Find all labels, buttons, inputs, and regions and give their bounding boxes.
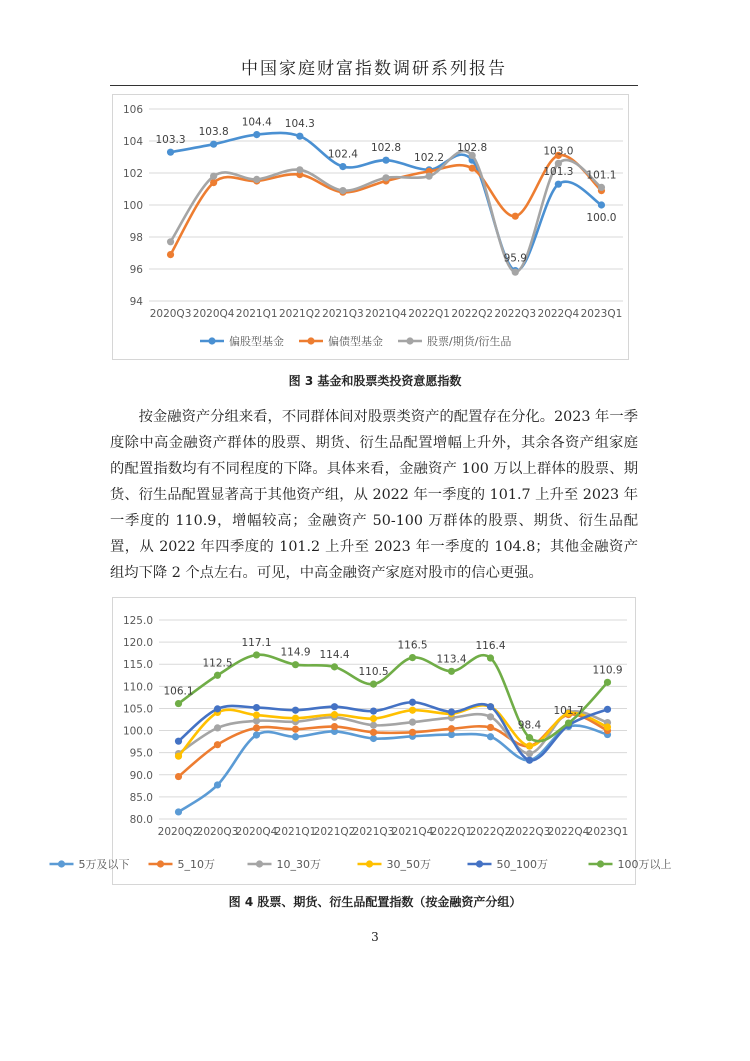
x-tick-label: 2021Q1	[274, 826, 317, 838]
data-point	[604, 723, 611, 730]
y-tick-label: 90.0	[129, 769, 153, 782]
x-tick-label: 2021Q1	[235, 308, 278, 320]
data-point	[565, 719, 572, 726]
data-point	[175, 808, 182, 815]
data-point	[487, 654, 494, 661]
data-point	[331, 663, 338, 670]
x-tick-label: 2022Q2	[469, 826, 512, 838]
data-point	[292, 726, 299, 733]
data-label: 102.8	[370, 142, 402, 155]
data-label: 101.1	[586, 169, 617, 182]
data-label: 102.4	[327, 148, 358, 161]
legend-marker	[597, 860, 604, 867]
x-tick-label: 2021Q4	[391, 826, 434, 838]
data-point	[214, 741, 221, 748]
chart-stock-allocation-by-asset-group	[78, 597, 672, 885]
data-point	[370, 681, 377, 688]
data-point	[253, 724, 260, 731]
data-point	[512, 269, 519, 276]
data-point	[370, 735, 377, 742]
data-point	[555, 181, 562, 188]
legend-marker	[157, 860, 164, 867]
y-tick-label: 110.0	[122, 681, 153, 694]
x-tick-label: 2023Q1	[580, 308, 623, 320]
legend-label: 5_10万	[177, 858, 215, 871]
data-label: 102.8	[457, 142, 488, 155]
data-label: 95.9	[503, 252, 527, 265]
legend-label: 股票/期货/衍生品	[427, 335, 512, 348]
data-label: 100.0	[586, 212, 617, 224]
y-tick-label: 102	[122, 168, 143, 180]
legend-label: 5万及以下	[78, 858, 130, 871]
data-point	[175, 738, 182, 745]
page-number: 3	[371, 930, 379, 944]
data-point	[296, 166, 303, 173]
x-tick-label: 2022Q4	[547, 826, 590, 838]
x-tick-label: 2020Q2	[157, 826, 200, 838]
legend-label: 偏股型基金	[229, 335, 284, 348]
legend-marker	[476, 860, 483, 867]
data-point	[598, 184, 605, 191]
data-point	[214, 724, 221, 731]
data-point	[370, 729, 377, 736]
x-tick-label: 2022Q1	[408, 308, 450, 320]
data-label: 104.4	[241, 116, 272, 129]
legend-label: 10_30万	[276, 858, 321, 871]
x-tick-label: 2022Q1	[430, 826, 473, 838]
data-point	[339, 163, 346, 170]
y-tick-label: 100	[122, 200, 143, 212]
paragraph-text: 按金融资产分组来看，不同群体间对股票类资产的配置存在分化。2023 年一季度除中高金融资产群体的股票、期货、衍生品配置增幅上升外，其余各资产组家庭的配置指数均有不同程度的下降。具体来看，金融资产 100 万以上群体的股票、期货、衍生品配置显著高于其他资产组，从 2022 年一季度的 101.7 上升至 2023 年一季度的 110.9，增幅较高；金融资产 50-100 万群体的股票、期货、衍生品配置，从 2022 年四季度的 101.2 上升至 2023 年一季度的 104.8；其他金融资产组均下降 2 个点左右。可见，中高金融资产家庭对股市的信心更强。	[110, 409, 638, 581]
data-label: 110.5	[358, 666, 389, 679]
x-tick-label: 2021Q4	[365, 308, 407, 320]
x-tick-label: 2022Q3	[508, 826, 551, 838]
data-label: 113.4	[436, 653, 467, 666]
chart1-svg	[113, 95, 628, 359]
figure4-caption: 图 4 股票、期货、衍生品配置指数（按金融资产分组）	[228, 895, 522, 909]
data-point	[167, 251, 174, 258]
data-label: 102.2	[414, 151, 445, 164]
data-point	[487, 724, 494, 731]
header-rule	[110, 85, 638, 86]
x-tick-label: 2021Q2	[278, 308, 321, 320]
data-point	[175, 773, 182, 780]
data-point	[487, 713, 494, 720]
y-tick-label: 104	[122, 136, 143, 148]
data-point	[214, 781, 221, 788]
legend-marker	[58, 860, 65, 867]
data-label: 103.3	[155, 134, 186, 147]
data-point	[409, 707, 416, 714]
data-label: 114.4	[319, 648, 350, 661]
report-header-title: 中国家庭财富指数调研系列报告	[241, 59, 507, 79]
x-tick-label: 2020Q3	[149, 308, 192, 320]
data-point	[210, 173, 217, 180]
data-point	[526, 750, 533, 757]
y-tick-label: 96	[129, 264, 143, 276]
chart-fund-stock-investment-intent	[112, 94, 629, 360]
data-point	[526, 734, 533, 741]
chart2-svg	[78, 598, 672, 884]
data-label: 103.0	[543, 145, 574, 158]
x-tick-label: 2020Q4	[235, 826, 278, 838]
data-point	[604, 706, 611, 713]
data-point	[425, 173, 432, 180]
data-point	[292, 661, 299, 668]
legend-label: 偏债型基金	[328, 335, 383, 348]
data-point	[331, 703, 338, 710]
legend-marker	[256, 860, 263, 867]
data-point	[469, 165, 476, 172]
x-tick-label: 2020Q4	[192, 308, 235, 320]
x-tick-label: 2020Q3	[196, 826, 239, 838]
data-point	[370, 715, 377, 722]
data-point	[487, 733, 494, 740]
data-point	[214, 705, 221, 712]
data-point	[370, 722, 377, 729]
y-tick-label: 94	[129, 296, 143, 308]
y-tick-label: 115.0	[122, 659, 153, 672]
data-point	[370, 707, 377, 714]
data-label: 116.5	[397, 639, 428, 652]
data-point	[526, 742, 533, 749]
data-point	[448, 708, 455, 715]
figure3-caption: 图 3 基金和股票类投资意愿指数	[288, 374, 462, 388]
data-label: 103.8	[198, 126, 229, 139]
data-point	[253, 704, 260, 711]
legend-marker	[366, 860, 373, 867]
data-point	[253, 131, 260, 138]
data-point	[604, 679, 611, 686]
data-point	[409, 699, 416, 706]
y-tick-label: 80.0	[129, 814, 153, 826]
data-point	[448, 725, 455, 732]
data-point	[175, 753, 182, 760]
data-point	[331, 723, 338, 730]
data-point	[512, 213, 519, 220]
data-point	[175, 700, 182, 707]
data-point	[167, 149, 174, 156]
x-tick-label: 2021Q3	[322, 308, 364, 320]
data-point	[253, 711, 260, 718]
data-label: 106.1	[163, 685, 194, 698]
data-point	[382, 157, 389, 164]
legend-marker	[208, 337, 215, 344]
data-label: 101.7	[553, 705, 584, 718]
y-tick-label: 125.0	[122, 615, 153, 627]
legend-label: 50_100万	[496, 858, 548, 871]
data-point	[292, 733, 299, 740]
y-tick-label: 120.0	[122, 637, 153, 650]
data-label: 117.1	[241, 636, 272, 649]
body-paragraph	[110, 404, 638, 586]
y-tick-label: 106	[122, 104, 143, 116]
data-point	[409, 654, 416, 661]
x-tick-label: 2021Q2	[313, 826, 356, 838]
y-tick-label: 85.0	[129, 791, 153, 804]
data-label: 114.9	[280, 646, 311, 659]
data-point	[253, 651, 260, 658]
data-label: 112.5	[202, 657, 233, 670]
data-point	[296, 133, 303, 140]
legend-marker	[406, 337, 413, 344]
data-point	[167, 238, 174, 245]
data-label: 98.4	[517, 719, 542, 732]
legend-label: 100万以上	[617, 858, 672, 871]
series-line-5	[179, 655, 608, 742]
data-point	[253, 176, 260, 183]
data-point	[448, 668, 455, 675]
data-point	[210, 141, 217, 148]
data-label: 116.4	[475, 640, 506, 653]
data-point	[214, 672, 221, 679]
data-point	[292, 707, 299, 714]
data-point	[331, 711, 338, 718]
data-point	[487, 703, 494, 710]
data-point	[409, 729, 416, 736]
data-label: 104.3	[284, 118, 315, 131]
data-label: 101.3	[543, 166, 574, 179]
data-point	[598, 201, 605, 208]
y-tick-label: 98	[129, 232, 143, 244]
x-tick-label: 2022Q3	[494, 308, 537, 320]
data-point	[526, 757, 533, 764]
x-tick-label: 2023Q1	[586, 826, 629, 838]
data-point	[292, 715, 299, 722]
y-tick-label: 100.0	[122, 725, 153, 738]
y-tick-label: 95.0	[129, 747, 153, 760]
x-tick-label: 2021Q3	[352, 826, 395, 838]
data-point	[409, 719, 416, 726]
legend-label: 30_50万	[386, 858, 431, 871]
y-tick-label: 105.0	[122, 703, 153, 716]
data-point	[382, 174, 389, 181]
data-point	[339, 187, 346, 194]
data-label: 110.9	[592, 664, 623, 677]
data-point	[253, 731, 260, 738]
x-tick-label: 2022Q2	[451, 308, 494, 320]
legend-marker	[307, 337, 314, 344]
x-tick-label: 2022Q4	[537, 308, 580, 320]
